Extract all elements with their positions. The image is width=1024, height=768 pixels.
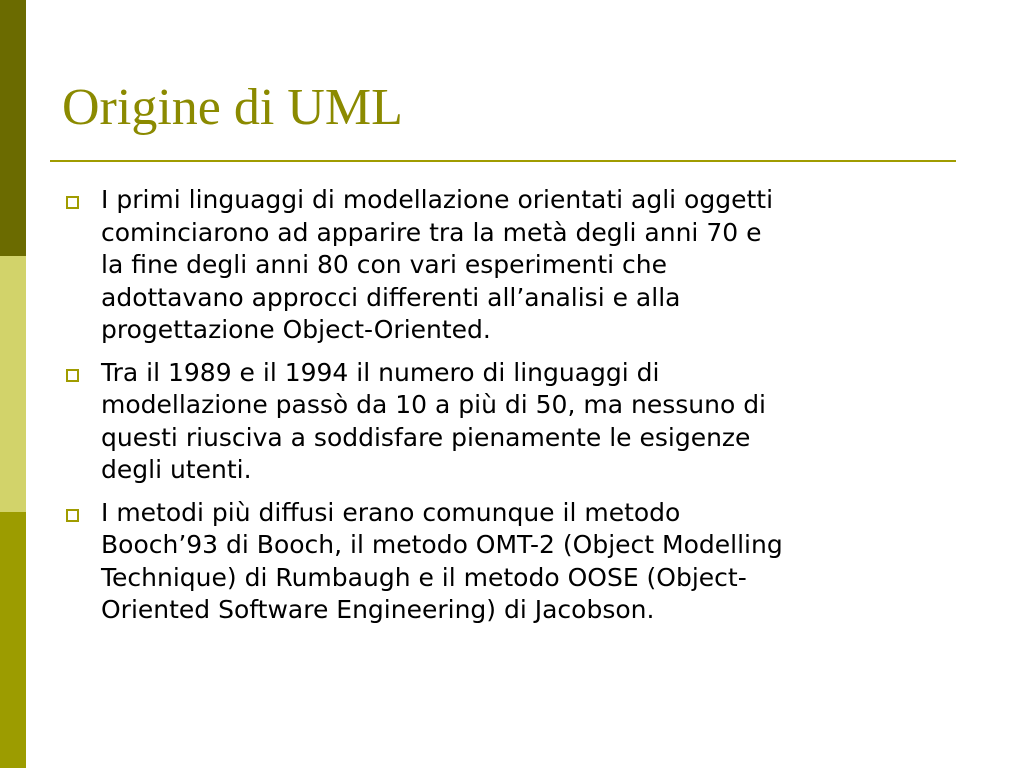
- side-band-bottom: [0, 512, 26, 768]
- side-band-top: [0, 0, 26, 256]
- hollow-square-icon: [66, 369, 79, 382]
- bullet-item: [62, 497, 982, 627]
- title-underline: [50, 160, 956, 162]
- bullet-text: Tra il 1989 e il 1994 il numero di linguaggi di modellazione passò da 10 a più di 50, ma nessuno di questi riusciva a soddisfare pienamente le esigenze degli utenti.: [101, 357, 767, 484]
- bullet-text: I primi linguaggi di modellazione orientati agli oggetti cominciarono ad apparire tra la metà degli anni 70 e la fine degli anni 80 con vari esperimenti che adottavano approcci differenti all’analisi e alla progettazione Object-Oriented.: [101, 185, 774, 344]
- bullet-item: [62, 357, 982, 487]
- side-band-middle: [0, 256, 26, 512]
- bullet-text: I metodi più diffusi erano comunque il metodo Booch’93 di Booch, il metodo OMT-2 (Object Modelling Technique) di Rumbaugh e il metodo OOSE (Object- Oriented Software Engineering) di Jacobson.: [101, 497, 783, 624]
- bullet-list: [62, 184, 982, 637]
- slide-title: Origine di UML: [62, 79, 403, 136]
- bullet-item: [62, 184, 982, 347]
- hollow-square-icon: [66, 196, 79, 209]
- hollow-square-icon: [66, 509, 79, 522]
